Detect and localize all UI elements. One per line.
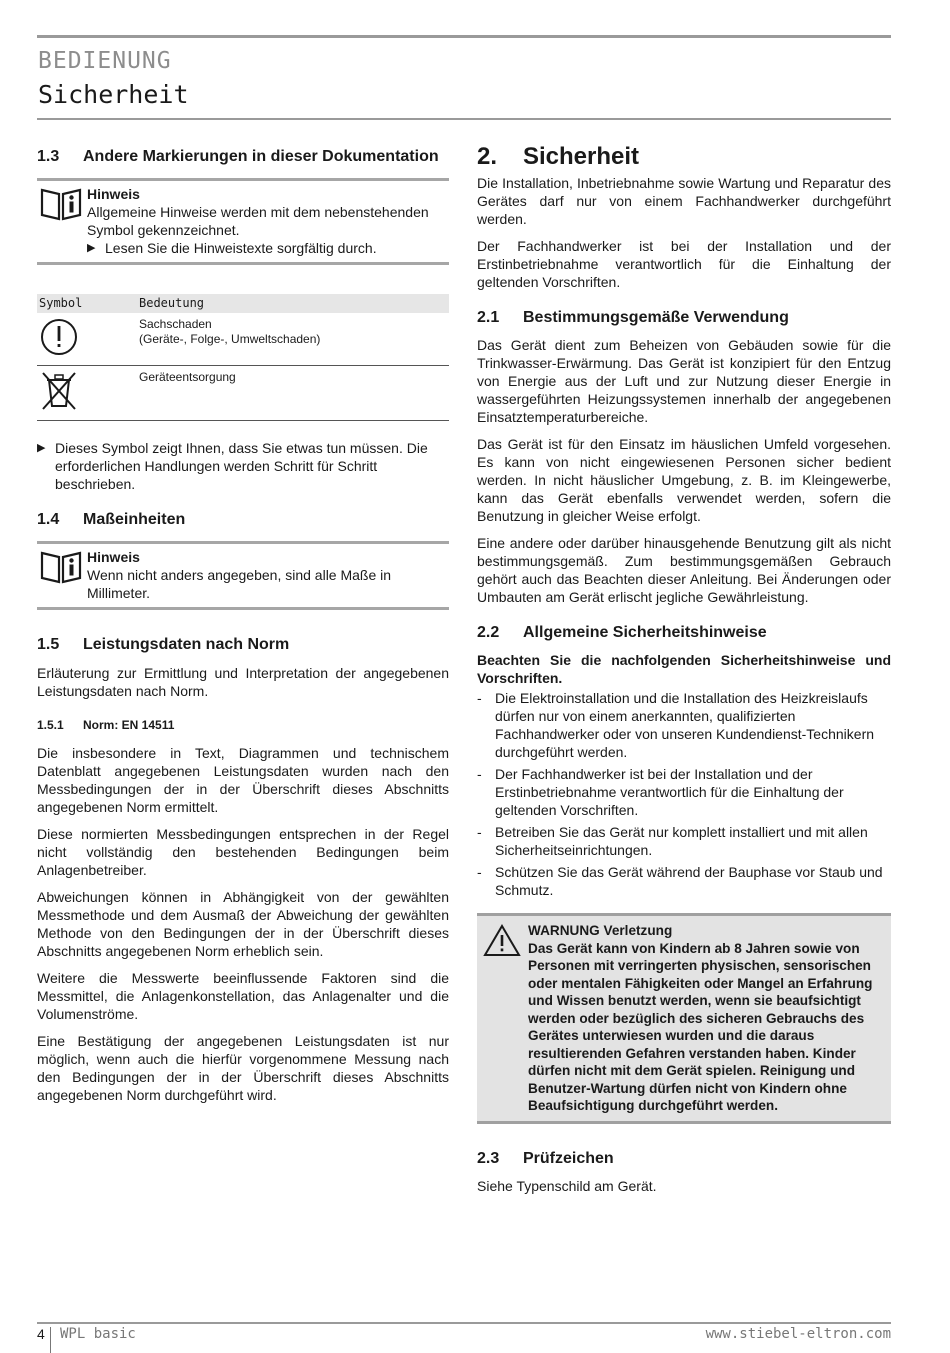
action-item: [37, 439, 449, 493]
arrow-icon: ▶: [37, 442, 46, 454]
table-header-symbol: Symbol: [37, 294, 137, 313]
footer-rule: [37, 1322, 891, 1324]
right-column: [477, 143, 891, 1204]
paragraph: Eine Bestätigung der angegebenen Leistungsdaten ist nur möglich, wenn auch die hierfür vorgenommene Messung nach den Bedingungen der in der Überschrift dieses Abschnitts angegebenen Norm durchgeführt wird.: [37, 1033, 449, 1103]
list-item-text: Die Elektroinstallation und die Installation des Heizkreislaufs dürfen nur von einem anerkannten, qualifizierten Fachhandwerker oder von unseren Kundendienst-Technikern durchgeführt werden.: [495, 690, 875, 760]
paragraph: Die Installation, Inbetriebnahme sowie Wartung und Reparatur des Gerätes darf nur von einem Fachhandwerker durchgeführt werden.: [477, 175, 891, 227]
section-heading: [477, 624, 891, 642]
paragraph: Erläuterung zur Ermittlung und Interpretation der angegebenen Leistungsdaten nach Norm.: [37, 665, 449, 699]
table-row: [37, 366, 449, 421]
info-book-icon: [40, 187, 82, 221]
section-number: 2.2: [477, 624, 500, 641]
arrow-icon: ▶: [87, 242, 96, 254]
list-item-text: Der Fachhandwerker ist bei der Installation und der Erstinbetriebnahme verantwortlich für die Einhaltung der geltenden Vorschriften.: [495, 766, 844, 818]
chapter-number: 2.: [477, 143, 498, 170]
section-heading: [37, 636, 449, 654]
top-rule: [37, 35, 891, 38]
section-title: Allgemeine Sicherheitshinweise: [523, 624, 767, 641]
note-box: [37, 178, 449, 265]
page-title: Sicherheit: [38, 80, 189, 109]
crossed-out-bin-icon: [39, 370, 79, 412]
paragraph: Der Fachhandwerker ist bei der Installation und der Erstinbetriebnahme verantwortlich für die Einhaltung der geltenden Vorschriften.: [477, 238, 891, 290]
section-title: Bestimmungsgemäße Verwendung: [523, 309, 789, 326]
left-column: [37, 148, 449, 1113]
symbol-table: [37, 294, 449, 421]
paragraph: Die insbesondere in Text, Diagrammen und technischem Datenblatt angegebenen Leistungsdaten wurden nach den Messbedingungen der in der Überschrift dieses Abschnitts angegebenen Norm ermittelt.: [37, 745, 449, 815]
table-header-meaning: Bedeutung: [137, 294, 449, 313]
list-item-text: Schützen Sie das Gerät während der Bauphase vor Staub und Schmutz.: [495, 864, 883, 898]
page-number: 4: [37, 1326, 45, 1342]
paragraph: Das Gerät dient zum Beheizen von Gebäuden sowie für die Trinkwasser-Erwärmung. Das Gerät ist konzipiert für den Entzug von Energie aus der Luft und zur Nutzung dieser Energie in wassergeführten Heizungssystemen innerhalb der angegebenen Einsatztemperaturbereiche.: [477, 337, 891, 425]
list-item-text: Betreiben Sie das Gerät nur komplett installiert und mit allen Sicherheitseinrichtungen.: [495, 824, 868, 858]
website-link[interactable]: www.stiebel-eltron.com: [705, 1326, 891, 1342]
table-cell: [137, 313, 449, 366]
table-cell: [137, 366, 449, 421]
table-cell: [37, 313, 137, 366]
safety-list: [477, 689, 891, 899]
meaning-subtext: (Geräte-, Folge-, Umweltschaden): [139, 332, 321, 346]
intro-text: Beachten Sie die nachfolgenden Sicherheitshinweise und Vorschriften.: [477, 652, 891, 686]
table-cell: [37, 366, 137, 421]
note-box: [37, 541, 449, 610]
table-row: [37, 313, 449, 366]
action-item: [87, 239, 449, 257]
chapter-heading: [477, 143, 891, 170]
product-name: WPL basic: [60, 1326, 136, 1342]
warning-title: WARNUNG Verletzung: [528, 923, 673, 938]
action-text: Dieses Symbol zeigt Ihnen, dass Sie etwas tun müssen. Die erforderlichen Handlungen werden Schritt für Schritt beschrieben.: [55, 440, 428, 492]
list-item: - Schützen Sie das Gerät während der Bauphase vor Staub und Schmutz.: [477, 863, 891, 899]
section-number: 1.5: [37, 636, 60, 653]
list-item: - Betreiben Sie das Gerät nur komplett installiert und mit allen Sicherheitseinrichtungen.: [477, 823, 891, 859]
chapter-title: Sicherheit: [523, 143, 640, 170]
exclamation-circle-icon: [39, 317, 79, 357]
paragraph: Diese normierten Messbedingungen entsprechen in der Regel nicht vollständig den bestehenden Bedingungen beim Anlagenbetreiber.: [37, 826, 449, 878]
section-title: Maßeinheiten: [83, 511, 186, 528]
meaning-text: Geräteentsorgung: [139, 370, 236, 384]
note-text: Allgemeine Hinweise werden mit dem nebenstehenden Symbol gekennzeichnet.: [87, 204, 429, 238]
info-book-icon: [40, 550, 82, 584]
section-title: Andere Markierungen in dieser Dokumentation: [83, 148, 439, 165]
section-number: 1.4: [37, 511, 60, 528]
header-category: BEDIENUNG: [38, 48, 172, 74]
note-title: Hinweis: [87, 186, 140, 202]
paragraph: Eine andere oder darüber hinausgehende Benutzung gilt als nicht bestimmungsgemäß. Zum bestimmungsgemäßen Gebrauch gehört auch das Beachten dieser Anleitung. Bei Änderungen oder Umbauten am Gerät erlischt jegliche Gewährleistung.: [477, 535, 891, 605]
warning-triangle-icon: [483, 924, 521, 958]
subsection-heading: [37, 716, 449, 734]
warning-box: [477, 913, 891, 1124]
paragraph: Siehe Typenschild am Gerät.: [477, 1177, 657, 1194]
meaning-text: Sachschaden: [139, 317, 212, 331]
note-title: Hinweis: [87, 549, 140, 565]
list-item: - Der Fachhandwerker ist bei der Installation und der Erstinbetriebnahme verantwortlich für die Einhaltung der geltenden Vorschriften.: [477, 765, 891, 819]
section-title: Prüfzeichen: [523, 1149, 614, 1167]
paragraph: Das Gerät ist für den Einsatz im häuslichen Umfeld vorgesehen. Es kann von nicht eingewiesenen Personen sicher bedient werden. In nicht häuslicher Umgebung, z. B. im Kleingewerbe, kann das Gerät ebenfalls verwendet werden, sofern die Benutzung in gleicher Weise erfolgt.: [477, 436, 891, 524]
section-title: Leistungsdaten nach Norm: [83, 636, 290, 653]
section-number: 2.1: [477, 309, 500, 326]
section-heading: [37, 511, 449, 529]
paragraph: Abweichungen können in Abhängigkeit von der gewählten Messmethode und dem Ausmaß der Abweichung der gewählten Methode von den Bedingungen der in der Überschrift dieses Abschnitts angegebenen Norm erheblich sein.: [37, 889, 449, 959]
section-heading: [477, 1150, 891, 1168]
warning-text: Das Gerät kann von Kindern ab 8 Jahren sowie von Personen mit verringerten physischen, sensorischen oder mentalen Fähigkeiten oder Mangel an Erfahrung und Wissen benutzt werden, wenn sie beaufsichtigt werden oder bezüglich des sicheren Gebrauchs des Gerätes unterwiesen wurden und die daraus resultierenden Gefahren verstanden haben. Kinder dürfen nicht mit dem Gerät spielen. Reinigung und Benutzer-Wartung dürfen nicht von Kindern ohne Beaufsichtigung durchgeführt werden.: [528, 940, 873, 1113]
section-number: 2.3: [477, 1149, 500, 1167]
section-number: 1.5.1: [37, 718, 64, 732]
list-item: - Die Elektroinstallation und die Installation des Heizkreislaufs dürfen nur von einem anerkannten, qualifizierten Fachhandwerker oder von unseren Kundendienst-Technikern durchgeführt werden.: [477, 689, 891, 761]
section-number: 1.3: [37, 148, 60, 165]
section-heading: [37, 148, 449, 166]
action-text: Lesen Sie die Hinweistexte sorgfältig durch.: [105, 240, 377, 256]
section-title: Norm: EN 14511: [83, 718, 175, 732]
footer-separator: [50, 1327, 51, 1353]
paragraph: Weitere die Messwerte beeinflussende Faktoren sind die Messmittel, die Anlagenkonstellation, das Anlagenalter und die Volumenströme.: [37, 970, 449, 1022]
section-heading: [477, 309, 891, 327]
header-rule: [37, 118, 891, 120]
note-text: Wenn nicht anders angegeben, sind alle Maße in Millimeter.: [87, 567, 392, 601]
